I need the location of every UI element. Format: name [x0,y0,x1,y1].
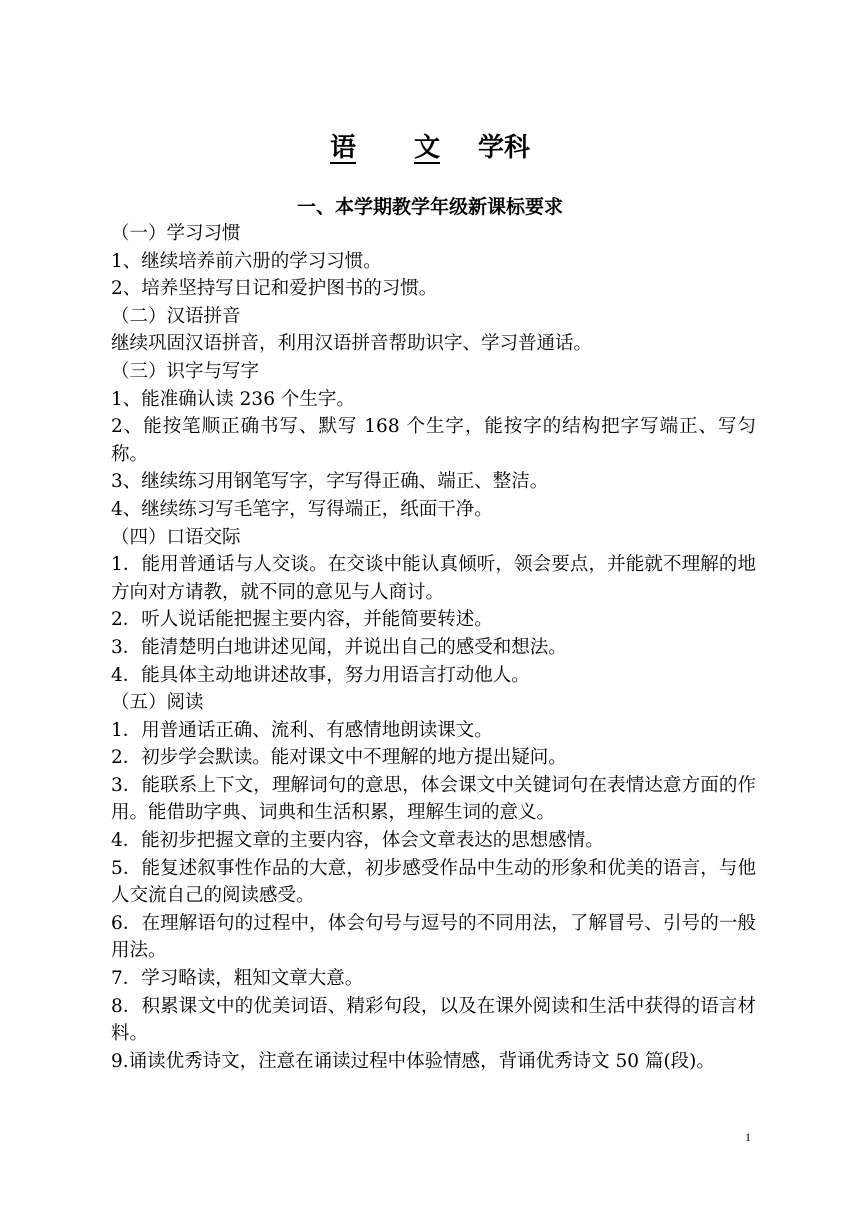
title-char-wen: 文 [413,133,440,163]
subsection-heading: （三）识字与写字 [111,360,260,382]
page-title [0,128,860,168]
list-item: 2、培养坚持写日记和爱护图书的习惯。 [111,278,438,300]
title-subject: 学科 [478,133,531,163]
list-item: 6．在理解语句的过程中，体会句号与逗号的不同用法，了解冒号、引号的一般用法。 [111,912,756,962]
list-item: 3、继续练习用钢笔写字，字写得正确、端正、整洁。 [111,471,549,493]
list-item: 2、能按笔顺正确书写、默写 168 个生字，能按字的结构把字写端正、写匀称。 [111,416,756,465]
list-item: 4．能具体主动地讲述故事，努力用语言打动他人。 [111,664,530,686]
subsection-heading: （五）阅读 [111,692,204,714]
list-item: 继续巩固汉语拼音，利用汉语拼音帮助识字、学习普通话。 [111,333,593,355]
page-number: 1 [745,1130,751,1144]
title-underlined [330,133,440,163]
list-item: 1、继续培养前六册的学习习惯。 [111,250,382,272]
list-item: 9.诵读优秀诗文，注意在诵读过程中体验情感，背诵优秀诗文 50 篇(段)。 [111,1050,715,1072]
list-item: 3．能清楚明白地讲述见闻，并说出自己的感受和想法。 [111,636,567,658]
list-item: 2．初步学会默读。能对课文中不理解的地方提出疑问。 [111,747,567,769]
list-item: 8．积累课文中的优美词语、精彩句段，以及在课外阅读和生活中获得的语言材料。 [111,995,756,1045]
list-item: 4．能初步把握文章的主要内容，体会文章表达的思想感情。 [111,830,604,852]
list-item: 3．能联系上下文，理解词句的意思，体会课文中关键词句在表情达意方面的作用。能借助字典、词典和生活积累，理解生词的意义。 [111,774,756,824]
list-item: 2．听人说话能把握主要内容，并能简要转述。 [111,609,493,631]
document-body [111,220,756,1075]
subsection-heading: （二）汉语拼音 [111,305,241,327]
subsection-heading: （一）学习习惯 [111,223,241,244]
title-char-yu: 语 [329,133,356,163]
list-item: 1．用普通话正确、流利、有感情地朗读课文。 [111,719,493,741]
list-item: 1、能准确认读 236 个生字。 [111,388,355,410]
list-item: 1．能用普通话与人交谈。在交谈中能认真倾听，领会要点，并能就不理解的地方向对方请教，就不同的意见与人商讨。 [111,554,756,603]
list-item: 5．能复述叙事性作品的大意，初步感受作品中生动的形象和优美的语言，与他人交流自己的阅读感受。 [111,857,756,907]
list-item: 4、继续练习写毛笔字，写得端正，纸面干净。 [111,498,493,520]
subsection-heading: （四）口语交际 [111,526,241,548]
section-heading: 一、本学期教学年级新课标要求 [296,196,563,218]
list-item: 7．学习略读，粗知文章大意。 [111,968,364,990]
